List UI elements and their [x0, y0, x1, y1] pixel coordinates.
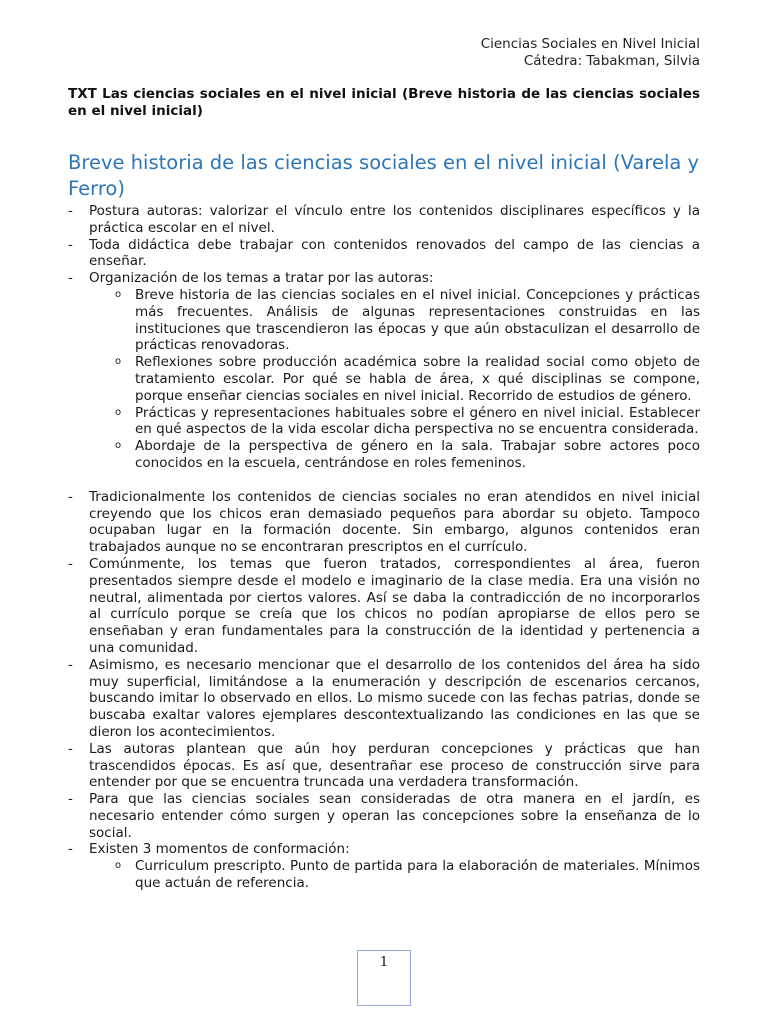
sub-list-item-text: Abordaje de la perspectiva de género en la sala. Trabajar sobre actores poco conocidos en la escuela, centrándose en roles femeninos.: [135, 438, 700, 471]
document-title: TXT Las ciencias sociales en el nivel inicial (Breve historia de las ciencias sociales en el nivel inicial): [68, 86, 700, 119]
circle-bullet: o: [115, 356, 122, 368]
dash-bullet: -: [68, 555, 73, 572]
paragraph-spacer: [68, 472, 700, 489]
list-item: [68, 841, 700, 858]
circle-bullet: o: [115, 406, 122, 418]
dash-bullet: -: [68, 270, 73, 287]
circle-bullet: o: [115, 288, 122, 300]
main-list: [68, 203, 700, 287]
list-item-text: Toda didáctica debe trabajar con contenidos renovados del campo de las ciencias a enseñar.: [89, 236, 700, 270]
sub-list-item-text: Curriculum prescripto. Punto de partida para la elaboración de materiales. Mínimos que actuán de referencia.: [135, 858, 700, 892]
list-item: [68, 741, 700, 791]
sub-list-item-text: Reflexiones sobre producción académica sobre la realidad social como objeto de tratamiento escolar. Por qué se habla de área, x qué disciplinas se compone, porque enseñar ciencias sociales en nivel inicial. Recorrido de estudios de género.: [135, 354, 700, 404]
sub-list-item: [68, 858, 700, 892]
list-item: [68, 203, 700, 237]
dash-bullet: -: [68, 841, 73, 858]
sub-list-item: [68, 405, 700, 439]
list-item: [68, 270, 700, 287]
sub-list-item-text: Breve historia de las ciencias sociales en el nivel inicial. Concepciones y prácticas más frecuentes. Análisis de algunas representaciones construidas en las instituciones que trascendieron las épocas y que aún obstaculizan el desarrollo de prácticas renovadoras.: [135, 286, 700, 354]
list-item-text: Las autoras plantean que aún hoy perduran concepciones y prácticas que han trascendidos épocas. Es así que, desentrañar ese proceso de construcción sirve para entender por que se encuentra truncada una verdadera transformación.: [89, 740, 700, 791]
document-body: [68, 203, 700, 892]
list-item: [68, 237, 700, 271]
sub-list-item: [68, 438, 700, 472]
dash-bullet: -: [68, 203, 73, 219]
circle-bullet: o: [115, 440, 122, 452]
list-item-text: Postura autoras: valorizar el vínculo entre los contenidos disciplinares específicos y la práctica escolar en el nivel.: [89, 203, 700, 236]
dash-bullet: -: [68, 656, 73, 673]
main-list-continued: [68, 489, 700, 859]
circle-bullet: o: [115, 860, 122, 872]
header-chair: Cátedra: Tabakman, Silvia: [523, 53, 700, 69]
page-number: 1: [379, 955, 389, 970]
sub-list-item: [68, 354, 700, 404]
dash-bullet: -: [68, 740, 73, 757]
list-item-text: Comúnmente, los temas que fueron tratados, correspondientes al área, fueron presentados siempre desde el modelo e imaginario de la clase media. Era una visión no neutral, alimentada por ciertos valores. Así se daba la contradicción de no incorporarlos al currículo porque se creía que los chicos no podían apropiarse de ellos pero se enseñaban y eran fundamentales para la construcción de la identidad y pertenencia a una comunidad.: [89, 555, 700, 656]
list-item-text: Organización de los temas a tratar por las autoras:: [89, 270, 434, 287]
sub-list-momentos: [68, 858, 700, 892]
dash-bullet: -: [68, 791, 73, 808]
list-item-text: Para que las ciencias sociales sean consideradas de otra manera en el jardín, es necesario entender cómo surgen y operan las concepciones sobre la enseñanza de lo social.: [89, 791, 700, 841]
page-number-box: [357, 950, 411, 1006]
page-header: [481, 36, 700, 70]
dash-bullet: -: [68, 236, 73, 253]
section-heading: Breve historia de las ciencias sociales en el nivel inicial (Varela y Ferro): [68, 151, 700, 200]
header-course: Ciencias Sociales en Nivel Inicial: [480, 36, 700, 52]
sub-list-organizacion: [68, 287, 700, 472]
list-item-text: Existen 3 momentos de conformación:: [89, 841, 350, 858]
list-item: [68, 556, 700, 657]
list-item: [68, 657, 700, 741]
sub-list-item-text: Prácticas y representaciones habituales sobre el género en nivel inicial. Establecer en qué aspectos de la vida escolar dicha perspectiva no se encuentra considerada.: [135, 404, 700, 438]
list-item-text: Asimismo, es necesario mencionar que el desarrollo de los contenidos del área ha sido muy superficial, limitándose a la enumeración y descripción de escenarios cercanos, buscando imitar lo observado en ellos. Lo mismo sucede con las fechas patrias, donde se buscaba exaltar valores ejemplares descontextualizando las condiciones en las que se dieron los acontecimientos.: [89, 656, 700, 740]
sub-list-item: [68, 287, 700, 354]
list-item: [68, 489, 700, 556]
dash-bullet: -: [68, 488, 73, 505]
list-item: [68, 791, 700, 841]
list-item-text: Tradicionalmente los contenidos de ciencias sociales no eran atendidos en nivel inicial creyendo que los chicos eran demasiado pequeños para abordar su objeto. Tampoco ocupaban lugar en la formación docente. Sin embargo, algunos contenidos eran trabajados aunque no se encontraran prescriptos en el currículo.: [89, 488, 700, 556]
